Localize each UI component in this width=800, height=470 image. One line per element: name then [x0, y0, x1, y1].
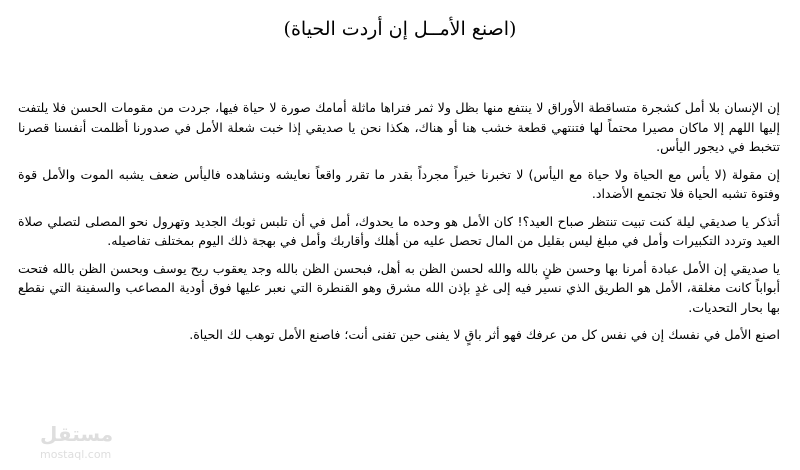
paragraph-5: اصنع الأمل في نفسك إن في نفس كل من عرفك فهو أثر باقٍ لا يفنى حين تفنى أنت؛ فاصنع الأمل توهب لك الحياة.: [189, 327, 780, 342]
paragraph-2: إن مقولة (لا يأس مع الحياة ولا حياة مع اليأس) لا تخبرنا خيراً مجرداً بقدر ما تقرر واقعاً نعايشه ونشاهده فاليأس ضعف يشبه الموت والأمل قوة وفتوة تشبه الحياة فلا تجتمع الأضداد.: [18, 166, 780, 201]
paragraph-4: يا صديقي إن الأمل عبادة أمرنا بها وحسن ظنٍ بالله والله لحسن الظن به أهل، فبحسن الظن بالله وجد يعقوب ريح يوسف وبحسن الظن بالله فتحت أبواباً كانت مغلقة، الأمل هو الطريق الذي نسير فيه إلى غدٍ بإذن الله مشرق وهو القنطرة التي نعبر عليها فوق أودية المصاعب والسفينة التي نقطع بها بحار التحديات.: [18, 260, 780, 315]
paragraph-1: إن الإنسان بلا أمل كشجرة متساقطة الأوراق لا ينتفع منها بظل ولا ثمر فتراها ماثلة أمامك صورة لا حياة فيها، جردت من مقومات الحسن فلا يلتفت إليها اللهم إلا ماكان مصيرا محتماً لها فتنتهي قطعة خشب هنا أو هناك، هكذا نحن يا صديقي إذا خبت شعلة الأمل في صدورنا أظلمت أنفسنا قصرنا تتخبط في ديجور اليأس.: [18, 100, 780, 154]
watermark-arabic-text: مستقل: [40, 422, 114, 446]
mostaql-watermark-logo: [36, 422, 114, 466]
document-title: (اصنع الأمــل إن أردت الحياة): [283, 18, 517, 40]
paragraph-3: أتذكر يا صديقي ليلة كنت تبيت تنتظر صباح العيد؟! كان الأمل هو وحده ما يحدوك، أمل في أن تلبس ثوبك الجديد وتهرول نحو المصلى لتصلي صلاة العيد وتردد التكبيرات وأمل في مبلغ ليس بقليل من المال تحصل عليه من أهلك وأقاربك وأمل في بهجة ذلك اليوم بمختلف تفاصيله.: [18, 213, 780, 248]
watermark-latin-text: mostaql.com: [40, 448, 112, 461]
document-body: [18, 98, 780, 353]
